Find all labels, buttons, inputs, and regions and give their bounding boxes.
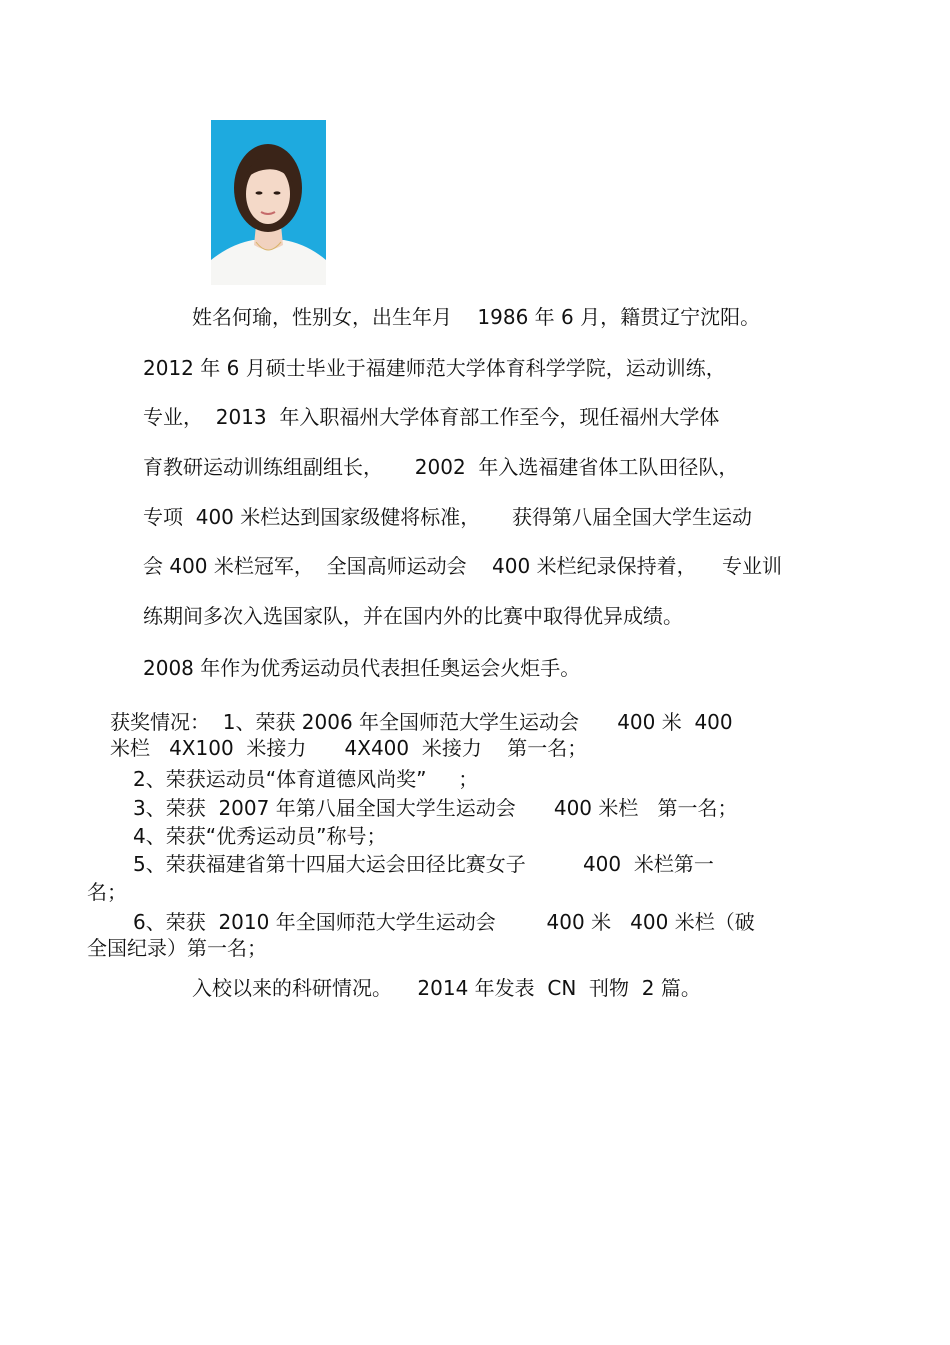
awards-line: 4、荣获“优秀运动员”称号； bbox=[133, 824, 387, 848]
awards-line: 6、荣获 2010 年全国师范大学生运动会 400 米 400 米栏（破 bbox=[133, 910, 755, 934]
bio-line: 专项 400 米栏达到国家级健将标准， 获得第八届全国大学生运动 bbox=[143, 505, 753, 529]
research-line: 入校以来的科研情况。 2014 年发表 CN 刊物 2 篇。 bbox=[192, 976, 701, 1000]
awards-line: 5、荣获福建省第十四届大运会田径比赛女子 400 米栏第一 bbox=[133, 852, 714, 876]
bio-line: 育教研运动训练组副组长， 2002 年入选福建省体工队田径队， bbox=[143, 455, 739, 479]
awards-line: 2、荣获运动员“体育道德风尚奖” ； bbox=[133, 767, 479, 791]
bio-line: 会 400 米栏冠军， 全国高师运动会 400 米栏纪录保持着， 专业训 bbox=[143, 554, 782, 578]
awards-line: 全国纪录）第一名； bbox=[87, 936, 267, 960]
bio-line: 专业， 2013 年入职福州大学体育部工作至今，现任福州大学体 bbox=[143, 405, 720, 429]
intro-line: 姓名何瑜，性别女，出生年月 1986 年 6 月，籍贯辽宁沈阳。 bbox=[192, 305, 761, 329]
portrait-photo bbox=[211, 120, 326, 285]
bio-line: 练期间多次入选国家队，并在国内外的比赛中取得优异成绩。 bbox=[143, 604, 683, 628]
awards-line: 3、荣获 2007 年第八届全国大学生运动会 400 米栏 第一名； bbox=[133, 796, 738, 820]
awards-line: 名； bbox=[87, 880, 127, 904]
awards-line: 获奖情况： 1、荣获 2006 年全国师范大学生运动会 400 米 400 bbox=[110, 710, 733, 734]
bio-line: 2008 年作为优秀运动员代表担任奥运会火炬手。 bbox=[143, 656, 581, 680]
awards-line: 米栏 4X100 米接力 4X400 米接力 第一名； bbox=[110, 736, 588, 760]
bio-line: 2012 年 6 月硕士毕业于福建师范大学体育科学学院，运动训练， bbox=[143, 356, 726, 380]
